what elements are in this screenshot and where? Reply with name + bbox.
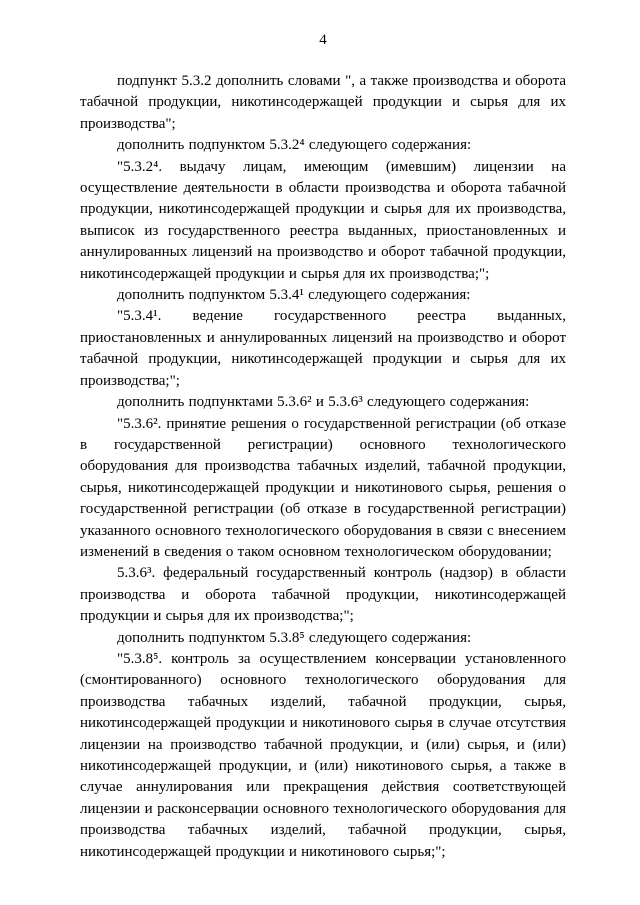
paragraph: "5.3.6². принятие решения о государственной регистрации (об отказе в государственной регистрации) основного технологического оборудования для производства табачных изделий, табачной продукции, сырья, никотинсодержащей продукции и никотинового сырья, решения о государственной регистрации (об отказе в государственной регистрации) указанного основного технологического оборудования в связи с внесением изменений в сведения о таком основном технологическом оборудовании; [80,415,566,560]
paragraph: дополнить подпунктом 5.3.4¹ следующего содержания: [117,287,471,304]
paragraph: подпункт 5.3.2 дополнить словами ", а также производства и оборота табачной продукции, никотинсодержащей продукции и сырья для их производства"; [80,73,566,132]
paragraph: дополнить подпунктом 5.3.2⁴ следующего содержания: [117,137,472,154]
paragraph: "5.3.2⁴. выдачу лицам, имеющим (имевшим) лицензии на осуществление деятельности в области производства и оборота табачной продукции, никотинсодержащей продукции и сырья для их производства, выписок из государственного реестра выданных, приостановленных и аннулированных лицензий на производство и оборот табачной продукции, никотинсодержащей продукции и сырья для их производства;"; [80,158,566,282]
paragraph: дополнить подпунктом 5.3.8⁵ следующего содержания: [117,629,472,646]
paragraph: дополнить подпунктами 5.3.6² и 5.3.6³ следующего содержания: [117,394,530,411]
paragraph: 5.3.6³. федеральный государственный контроль (надзор) в области производства и оборота табачной продукции, никотинсодержащей продукции и сырья для их производства;"; [80,565,566,625]
page-number: 4 [319,32,327,48]
paragraph: "5.3.8⁵. контроль за осуществлением консервации установленного (смонтированного) основного технологического оборудования для производства табачных изделий, табачной продукции, сырья, никотинсодержащей продукции и никотинового сырья в случае отсутствия лицензии на производство табачной продукции, и (или) сырья, и (или) никотинсодержащей продукции, и (или) никотинового сырья, а также в случае аннулирования или прекращения действия соответствующей лицензии и расконсервации основного технологического оборудования для производства табачных изделий, табачной продукции, сырья, никотинсодержащей продукции и никотинового сырья;"; [80,650,566,860]
paragraph: "5.3.4¹. ведение государственного реестра выданных, приостановленных и аннулированных лицензий на производство и оборот табачной продукции, никотинсодержащей продукции и сырья для их производства;"; [80,308,566,389]
document-body [80,71,566,863]
